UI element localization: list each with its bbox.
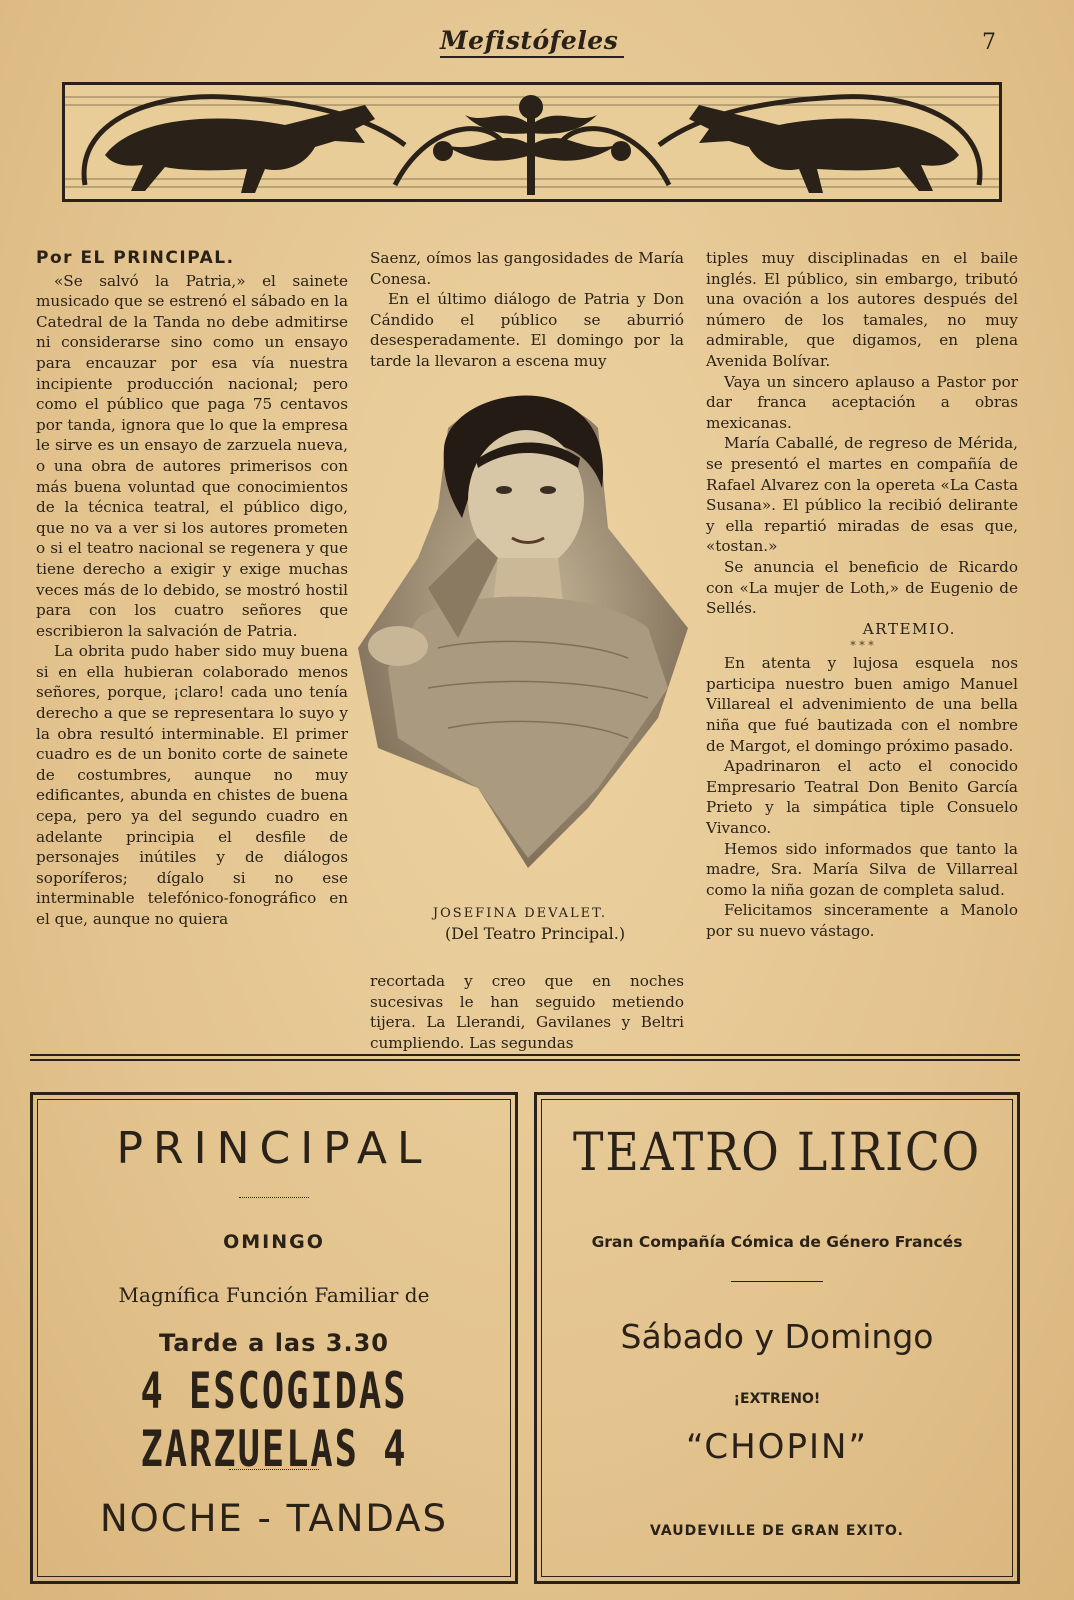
- ad-footer: NOCHE - TANDAS: [99, 1497, 449, 1540]
- article-paragraph: Se anuncia el beneficio de Ricardo con «La mujer de Loth,» de Eugenio de Sellés.: [706, 557, 1018, 618]
- page-number: 7: [982, 30, 996, 55]
- article-paragraph: En atenta y lujosa esquela nos participa nuestro buen amigo Manuel Villareal el advenimiento de una bella niña que fué bautizada con el nombre de Margot, el domingo próximo pasado.: [706, 654, 1018, 755]
- solid-divider: [731, 1281, 823, 1282]
- ad-estreno: ¡EXTRENO!: [733, 1391, 821, 1407]
- article-column-2: [370, 248, 684, 372]
- ad-footer: VAUDEVILLE DE GRAN EXITO.: [650, 1523, 904, 1539]
- section-separator: * * *: [850, 639, 874, 653]
- ad-teatro-principal: [30, 1092, 518, 1584]
- article-paragraph: La obrita pudo haber sido muy buena si en ella hubieran colaborado menos señores, porque, ¡claro! cada uno tenía derecho a que se representara lo suyo y la obra resultó interminable. El primer cuadro es de un bonito corte de sainete de costumbres, aunque no muy edificantes, abunda en chistes de buena cepa, pero ya del segundo cuadro en adelante principia el desfile de personajes inútiles y de diálogos soporíferos; dígalo si no ese interminable telefónico-fonográfico en el que, aunque no quiera: [36, 642, 348, 928]
- ad-days: Sábado y Domingo: [620, 1317, 934, 1356]
- article-column-1: [36, 248, 348, 930]
- ad-teatro-lirico: [534, 1092, 1020, 1584]
- dotted-divider: [229, 1469, 319, 1470]
- article-paragraph: «Se salvó la Patria,» el sainete musicado que se estrenó el sábado en la Catedral de la Tanda no debe admitirse ni considerarse sino como un ensayo para encauzar por esa vía nuestra incipiente producción nacional; pero como el público que paga 75 centavos por tanda, ignora que lo que la empresa le sirve es un ensayo de zarzuela nueva, o una obra de autores primerisos con más buena voluntad que conocimientos de la técnica teatral, el público digo, que no va a ver si los autores prometen o si el teatro nacional se regenera y que tiene derecho a exigir y exige muchas veces más de lo debido, se mostró hostil para con los cuatro señores que escribieron la salvación de Patria.: [36, 271, 348, 640]
- ad-time: Tarde a las 3.30: [159, 1329, 389, 1357]
- article-paragraph: Vaya un sincero aplauso a Pastor por dar franca aceptación a obras mexicanas.: [706, 372, 1018, 432]
- article-column-2-continued: [370, 956, 684, 1069]
- photo-caption-subtitle: (Del Teatro Principal.): [444, 924, 626, 943]
- article-paragraph: María Caballé, de regreso de Mérida, se presentó el martes en compañía de Rafael Alvarez con la opereta «La Casta Susana». El público la recibió delirante y ella repartió miradas de esas que, «tostan.»: [706, 434, 1018, 556]
- ad-description: Magnífica Función Familiar de: [118, 1283, 430, 1307]
- masthead-underline: [440, 56, 624, 58]
- section-divider: [30, 1054, 1020, 1061]
- dotted-divider: [239, 1197, 309, 1198]
- article-paragraph: Apadrinaron el acto el conocido Empresario Teatral Don Benito García Prieto y la simpática tiple Consuelo Vivanco.: [706, 757, 1018, 838]
- decorative-banner: [62, 82, 1002, 202]
- article-paragraph: recortada y creo que en noches sucesivas le han seguido metiendo tijera. La Llerandi, Gavilanes y Beltri cumpliendo. Las segundas: [370, 972, 684, 1052]
- portrait-illustration: [358, 388, 694, 888]
- article-paragraph: tiples muy disciplinadas en el baile inglés. El público, sin embargo, tributó una ovación a los autores después del número de los tamales, no muy admirable, que digamos, en plena Avenida Bolívar.: [706, 249, 1018, 370]
- article-paragraph: En el último diálogo de Patria y Don Cándido el público se aburrió desesperadamente. El domingo por la tarde la llevaron a escena muy: [370, 290, 684, 370]
- author-signature: ARTEMIO.: [862, 619, 956, 638]
- article-paragraph: Saenz, oímos las gangosidades de María Conesa.: [370, 249, 684, 288]
- section-title: Por EL PRINCIPAL.: [36, 248, 235, 268]
- ad-show-title: “CHOPIN”: [685, 1427, 869, 1467]
- portrait-photo: [358, 388, 694, 888]
- article-column-3: [706, 248, 1018, 942]
- ad-company: Gran Compañía Cómica de Género Francés: [591, 1233, 963, 1251]
- ad-headline: 4 ESCOGIDAS ZARZUELAS 4: [140, 1361, 408, 1479]
- ad-title: TEATRO LIRICO: [573, 1123, 981, 1183]
- article-paragraph: Felicitamos sinceramente a Manolo por su nuevo vástago.: [706, 901, 1018, 940]
- article-paragraph: Hemos sido informados que tanto la madre, Sra. María Silva de Villarreal como la niña gozan de completa salud.: [706, 839, 1018, 899]
- ad-day: OMINGO: [223, 1231, 325, 1253]
- banner-illustration: [65, 85, 999, 199]
- running-head: [0, 22, 1074, 58]
- masthead: Mefistófeles: [440, 26, 619, 55]
- ad-title: PRINCIPAL: [116, 1123, 432, 1174]
- photo-caption-name: JOSEFINA DEVALET.: [432, 906, 608, 921]
